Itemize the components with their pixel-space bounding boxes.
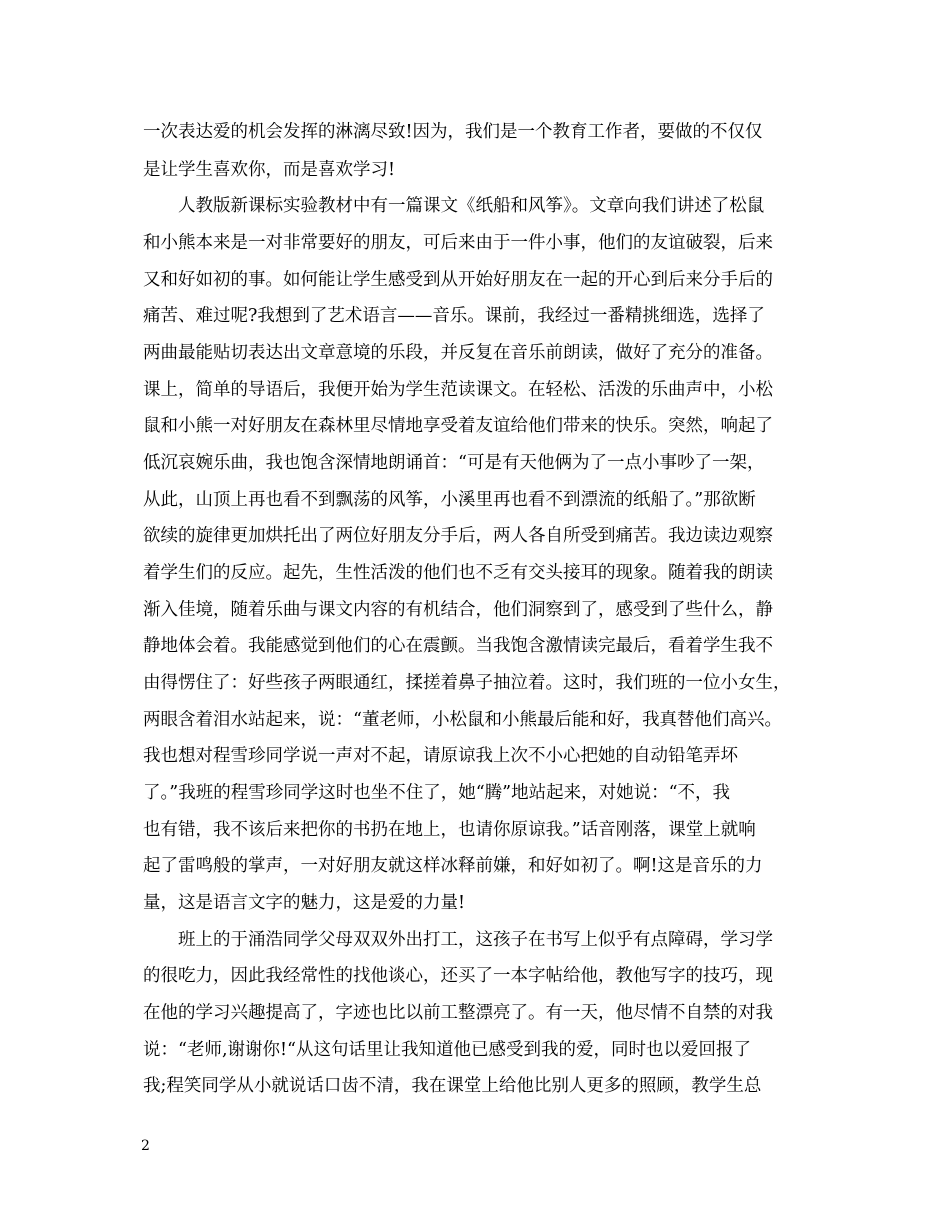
text-line: 痛苦、难过呢?我想到了艺术语言——音乐。课前，我经过一番精挑细选，选择了 [143, 306, 765, 326]
text-line: 在他的学习兴趣提高了，字迹也比以前工整漂亮了。有一天，他尽情不自禁的对我 [143, 1003, 773, 1023]
text-line: 我;程笑同学从小就说话口齿不清，我在课堂上给他比别人更多的照顾，教学生总 [143, 1076, 762, 1096]
text-line: 班上的于涌浩同学父母双双外出打工，这孩子在书写上似乎有点障碍，学习学 [143, 930, 773, 950]
text-line: 渐入佳境，随着乐曲与课文内容的有机结合，他们洞察到了，感受到了些什么，静 [143, 600, 773, 620]
text-line: 我也想对程雪珍同学说一声对不起，请原谅我上次不小心把她的自动铅笔弄坏 [143, 746, 738, 766]
text-line: 鼠和小熊一对好朋友在森林里尽情地享受着友谊给他们带来的快乐。突然，响起了 [143, 416, 773, 436]
text-line: 静地体会着。我能感觉到他们的心在震颤。当我饱含激情读完最后，看着学生我不 [143, 636, 773, 656]
text-line: 人教版新课标实验教材中有一篇课文《纸船和风筝》。文章向我们讲述了松鼠 [143, 196, 765, 216]
text-line: 说：“老师,谢谢你!“从这句话里让我知道他已感受到我的爱，同时也以爱回报了 [143, 1040, 751, 1060]
text-line: 由得愣住了：好些孩子两眼通红，揉搓着鼻子抽泣着。这时，我们班的一位小女生， [143, 673, 791, 693]
text-line: 量，这是语言文字的魅力，这是爱的力量! [143, 893, 466, 913]
text-line: 着学生们的反应。起先，生性活泼的他们也不乏有交头接耳的现象。随着我的朗读 [143, 563, 773, 583]
text-line: 两眼含着泪水站起来，说：“董老师，小松鼠和小熊最后能和好，我真替他们高兴。 [143, 710, 782, 730]
page-number: 2 [141, 1138, 150, 1154]
text-line: 从此，山顶上再也看不到飘荡的风筝，小溪里再也看不到漂流的纸船了。”那欲断 [143, 490, 756, 510]
text-line: 一次表达爱的机会发挥的淋漓尽致!因为，我们是一个教育工作者，要做的不仅仅 [143, 122, 763, 142]
text-line: 欲续的旋律更加烘托出了两位好朋友分手后，两人各自所受到痛苦。我边读边观察 [143, 526, 773, 546]
text-line: 起了雷鸣般的掌声，一对好朋友就这样冰释前嫌，和好如初了。啊!这是音乐的力 [143, 856, 763, 876]
text-line: 和小熊本来是一对非常要好的朋友，可后来由于一件小事，他们的友谊破裂，后来 [143, 233, 773, 253]
text-line: 的很吃力，因此我经常性的找他谈心，还买了一本字帖给他，教他写字的技巧，现 [143, 966, 773, 986]
text-line: 又和好如初的事。如何能让学生感受到从开始好朋友在一起的开心到后来分手后的 [143, 270, 773, 290]
text-line: 是让学生喜欢你，而是喜欢学习! [143, 160, 396, 180]
text-line: 也有错，我不该后来把你的书扔在地上，也请你原谅我。”话音刚落，课堂上就响 [143, 820, 756, 840]
text-line: 低沉哀婉乐曲，我也饱含深情地朗诵首：“可是有天他俩为了一点小事吵了一架， [143, 453, 765, 473]
text-line: 了。”我班的程雪珍同学这时也坐不住了，她“腾”地站起来，对她说：“不，我 [143, 783, 731, 803]
text-line: 两曲最能贴切表达出文章意境的乐段，并反复在音乐前朗读，做好了充分的准备。 [143, 343, 773, 363]
text-line: 课上，简单的导语后，我便开始为学生范读课文。在轻松、活泼的乐曲声中，小松 [143, 380, 773, 400]
